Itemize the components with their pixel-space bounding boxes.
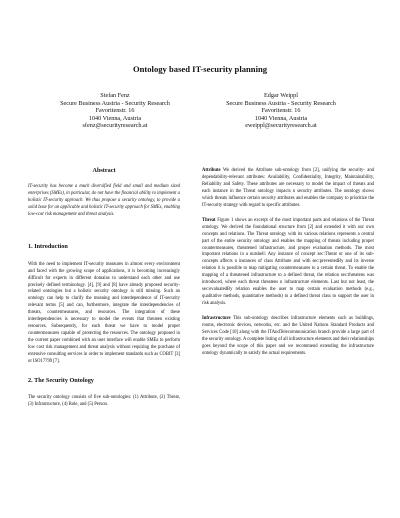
ontology-heading: 2. The Security Ontology [28, 376, 94, 384]
author-name: Edgar Weippl [264, 92, 298, 99]
author-email: sfenz@securityresearch.at [82, 122, 148, 130]
introduction-text: With the need to implement IT-security measures in almost every environment and faced with the growing scope of applications, it is becoming increasingly difficult for experts in different domains to understand each other and use precisely defined terminology. [4], [9] and [8] have already proposed security-related ontologies but a holistic security ontology is still missing. Such an ontology can help to clarify the meaning and interdependence of IT-security relevant terms [5] and can, furthermore, integrate the interdependencies of threats, countermeasures, and resources. The integration of these interdependencies is necessary to model the events that threaten existing resources. Subsequently, for each threat we have to model proper countermeasures capable of protecting the resources. The ontology proposed in the current paper combined with an user interface will enable SMEs to perform low cost risk management and threat analysis without requiring the purchase of extensive consulting services in order to implement standards such as COBIT [3] or ISO17799 [7]. [28, 261, 180, 365]
abstract-text: IT-security has become a much diversified field and small and medium sized enterprises (SMEs), in particular, do not have the financial ability to implement a holistic IT-security approach. We thus propose a security ontology, to provide a solid base for an applicable and holistic IT-security approach for SMEs, enabling low-cost risk management and threat analysis. [28, 183, 180, 217]
author-street: Favoritenstr. 16 [261, 107, 301, 115]
introduction-heading: 1. Introduction [28, 242, 68, 250]
author-street: Favoritenstr. 16 [95, 107, 135, 115]
attribute-paragraph [202, 168, 374, 210]
infrastructure-text: This sub-ontology describes infrastructure elements such as buildings, rooms, electronic devices, networks, etc. and the United Nations Standard Products and Services Code [10] along with the ITAndTelecommunication branch provide a large part of the security ontology. A complete listing of all infrastructure elements and their relationships goes beyond the scope of this paper and we recommend extending the infrastructure ontology dynamically to satisfy the actual requirements. [202, 316, 375, 356]
author-city: 1040 Vienna, Austria [254, 114, 308, 122]
attribute-heading: Attribute [202, 168, 221, 173]
threat-heading: Threat [202, 217, 216, 223]
ontology-text: The security ontology consists of five sub-ontologies: (1) Attribute, (2) Threat, (3) Infrastructure, (4) Role, and (5) Person. [28, 394, 180, 407]
paper-title: Ontology based IT-security planning [132, 64, 268, 74]
author-affiliation: Secure Business Austria - Security Research [226, 99, 336, 107]
infrastructure-paragraph [202, 316, 374, 358]
abstract-heading: Abstract [92, 167, 116, 174]
right-column [202, 168, 374, 366]
threat-paragraph [202, 218, 374, 308]
author-block [0, 92, 400, 152]
author-city: 1040 Vienna, Austria [88, 114, 142, 122]
author-1 [30, 92, 200, 130]
author-2 [196, 92, 366, 130]
threat-text: Figure 1 shows an excerpt of the most important parts and relations of the Threat ontology. We derived the foundational structure from [2] and extended it with our own concepts and relations. The Threat ontology with its various relations represents a central part of the entire security ontology and enables the mapping of threats including proper countermeasures, threatened infrastructure, and proper evaluation methods. The most important relations in a nutshell: Any instance of concept sec:Threat or one of its sub-concepts affects n instances of class Attribute and with sec:preventedBy and its inverse relation it is possible to map mitigating countermeasures to a certain threat. To enable the mapping of a threatened infrastructure to a defined threat, the relation sec:threatens was introduced, where each threat threatens n infrastructure elements. Last but not least, the sec:evaluatedBy relation enables the user to map certain evaluation methods (e.g., qualitative methods, quantitative methods) to a defined threat class to support the user in risk analysis. [202, 217, 374, 307]
attribute-text: We derived the Attribute sub-ontology from [2], unifying the security- and dependability-relevant attributes: Availability, Confidentiality, Integrity, Maintainability, Reliability and Safety. These attributes are necessary to model the impact of threats and each instance in the Threat ontology impacts n security attributes. The ontology shows which threats influence certain security attributes and enables the company to prioritize the IT-security strategy with regard to specific attributes. [202, 168, 375, 208]
infrastructure-heading: Infrastructure [202, 316, 231, 322]
author-name: Stefan Fenz [100, 92, 130, 99]
author-affiliation: Secure Business Austria - Security Research [60, 99, 170, 107]
author-email: eweippl@securityresearch.at [245, 122, 317, 130]
left-column [28, 168, 180, 409]
